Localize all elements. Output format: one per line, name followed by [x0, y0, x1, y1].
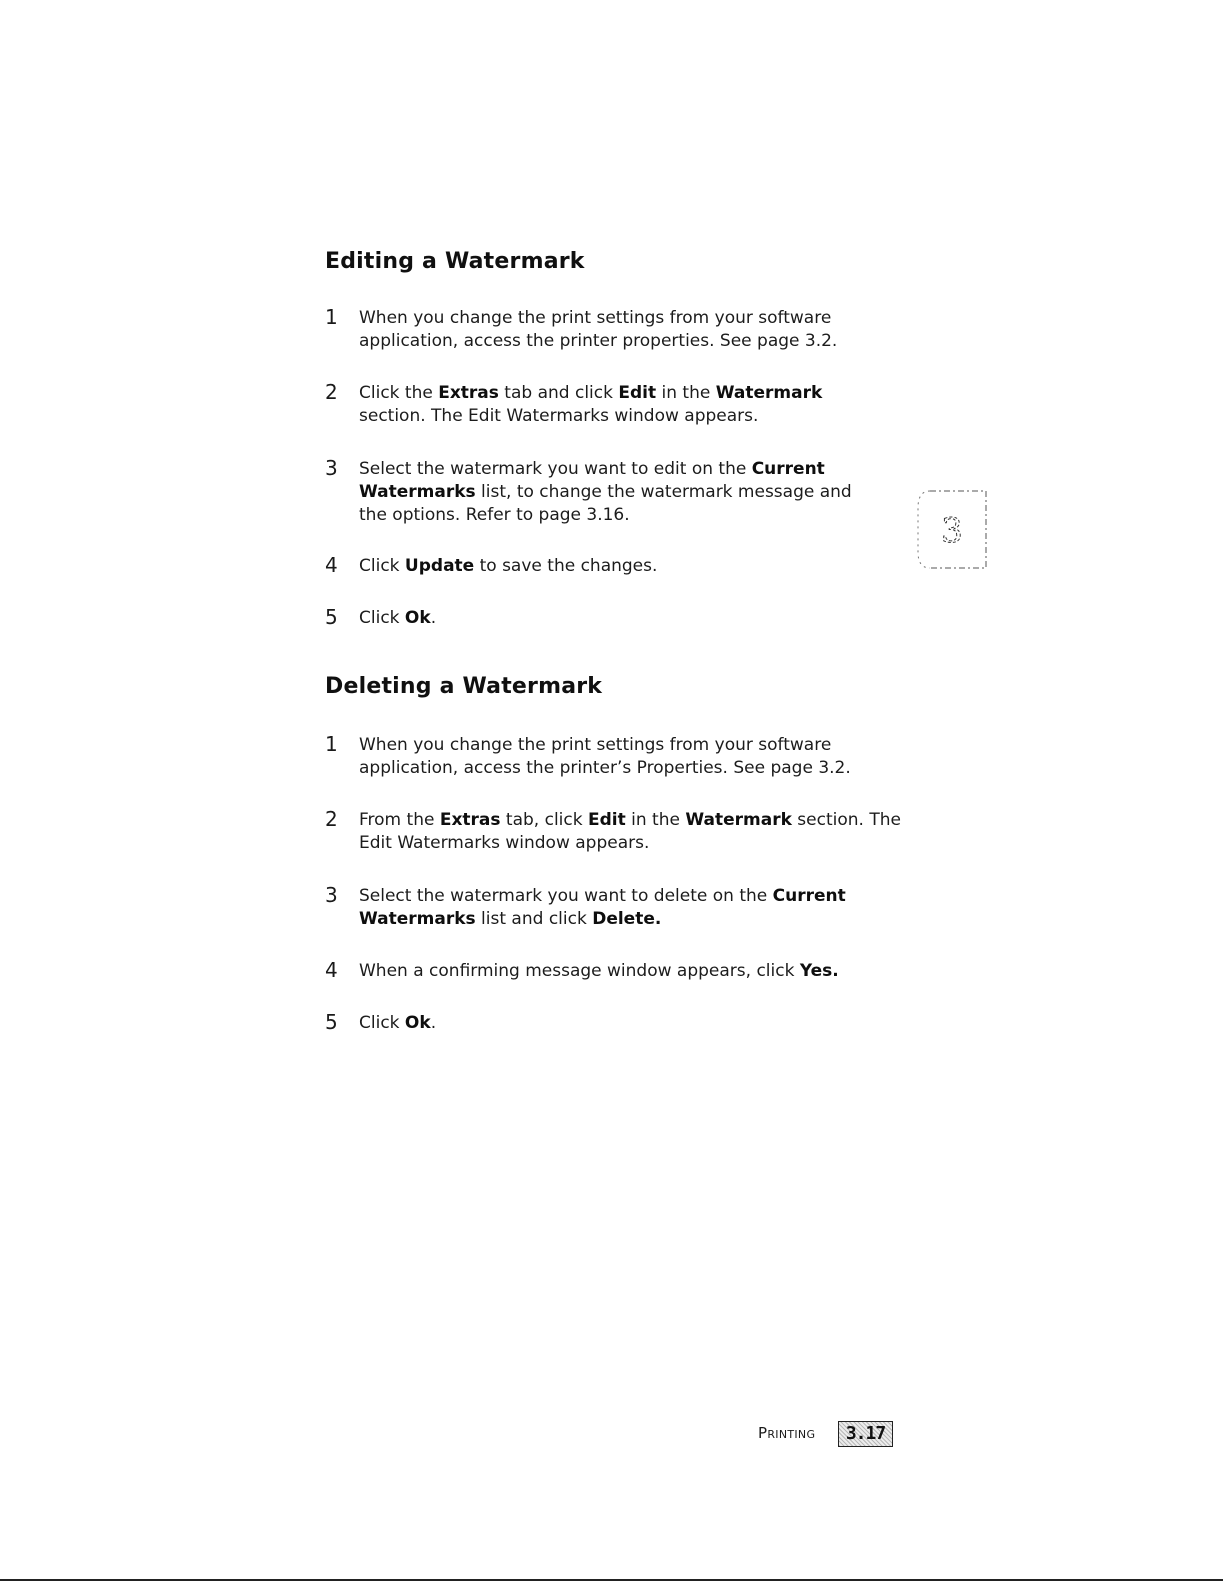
chapter-tab-marker: [916, 488, 988, 572]
step-run: Select the watermark you want to delete on the: [359, 886, 773, 906]
step-run: tab and click: [498, 383, 619, 403]
step-number: 2: [325, 807, 338, 831]
step-run: list, to change the watermark message and the options. Refer to page 3.16.: [359, 482, 852, 525]
section-heading-editing: Editing a Watermark: [325, 249, 585, 274]
step-run: When you change the print settings from your software application, access the printer properties. See page 3.2.: [359, 308, 838, 351]
step-number: 4: [325, 958, 338, 982]
step-text: [359, 458, 884, 527]
step-run: When you change the print settings from your software application, access the printer’s Properties. See page 3.2.: [359, 735, 851, 778]
step-emphasis: Watermark: [685, 810, 792, 830]
chapter-number: 3: [941, 511, 963, 551]
step-number: 5: [325, 605, 338, 629]
step-run: When a confirming message window appears, click: [359, 961, 800, 981]
step-text: [359, 607, 919, 630]
step-emphasis: Edit: [618, 383, 657, 403]
step-emphasis: Delete.: [592, 909, 662, 929]
step-emphasis: Ok: [404, 1013, 431, 1033]
step-emphasis: Extras: [438, 383, 499, 403]
step-run: From the: [359, 810, 440, 830]
step-number: 2: [325, 380, 338, 404]
step-run: Click the: [359, 383, 439, 403]
step-run: Select the watermark you want to edit on the: [359, 459, 752, 479]
step-text: [359, 382, 849, 428]
step-text: [359, 885, 879, 931]
step-number: 4: [325, 553, 338, 577]
step-text: [359, 307, 859, 353]
step-emphasis: Watermark: [715, 383, 823, 403]
step-run: .: [430, 1013, 437, 1033]
step-text: [359, 809, 919, 855]
step-run: section. The Edit Watermarks window appears.: [359, 810, 901, 853]
step-emphasis: Yes.: [799, 961, 839, 981]
footer-section-label: Printing: [758, 1424, 816, 1442]
step-emphasis: Current Watermarks: [359, 459, 825, 502]
section-heading-deleting: Deleting a Watermark: [325, 674, 603, 699]
step-run: .: [430, 608, 437, 628]
step-number: 3: [325, 883, 338, 907]
step-text: [359, 960, 919, 983]
step-run: Click: [359, 1013, 405, 1033]
step-emphasis: Current Watermarks: [359, 886, 846, 929]
step-number: 1: [325, 732, 338, 756]
page-number: 3.17: [838, 1421, 893, 1447]
step-run: tab, click: [500, 810, 588, 830]
step-run: in the: [656, 383, 716, 403]
step-run: Click: [359, 556, 405, 576]
step-run: to save the changes.: [474, 556, 658, 576]
step-emphasis: Extras: [439, 810, 501, 830]
step-emphasis: Ok: [404, 608, 431, 628]
step-run: in the: [625, 810, 686, 830]
step-number: 1: [325, 305, 338, 329]
step-number: 3: [325, 456, 338, 480]
step-number: 5: [325, 1010, 338, 1034]
step-run: Click: [359, 608, 405, 628]
step-text: [359, 1012, 919, 1035]
step-text: [359, 555, 919, 578]
bottom-rule: [0, 1579, 1223, 1581]
step-text: [359, 734, 859, 780]
step-emphasis: Update: [404, 556, 475, 576]
step-emphasis: Edit: [588, 810, 626, 830]
step-run: list and click: [475, 909, 593, 929]
step-run: section. The Edit Watermarks window appears.: [359, 406, 759, 426]
